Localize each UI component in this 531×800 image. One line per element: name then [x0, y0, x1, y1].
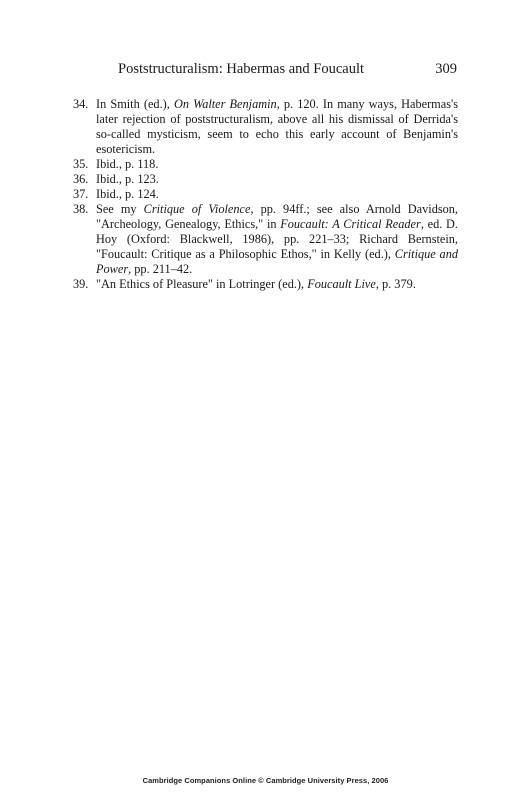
- running-head: [118, 61, 457, 78]
- endnote-title: Critique and Power: [96, 247, 458, 276]
- page-number: 309: [435, 61, 457, 77]
- endnote-text-run: , p. 120. In many ways, Habermas's later rejection of poststructuralism, above all his dismissal of Derrida's so-called mysticism, seem to echo this early account of Benjamin's esotericism.: [96, 97, 458, 156]
- endnote-title: On Walter Benjamin: [173, 97, 277, 111]
- endnote-text-run: "An Ethics of Pleasure" in Lotringer (ed.),: [96, 277, 308, 291]
- endnote-text-run: Ibid., p. 123.: [96, 172, 159, 186]
- endnote-text-run: , p. 379.: [375, 277, 416, 291]
- endnote-title: Foucault: A Critical Reader: [280, 217, 421, 231]
- endnotes-list: [73, 97, 458, 292]
- endnote-text: [96, 277, 458, 292]
- endnote-text-run: , ed. D. Hoy (Oxford: Blackwell, 1986), pp. 221–33; Richard Bernstein, "Foucault: Critique as a Philosophic Ethos," in Kelly (ed.),: [96, 217, 459, 261]
- endnote-text: [96, 97, 458, 157]
- running-title: Poststructuralism: Habermas and Foucault: [118, 61, 365, 77]
- endnote-title: Foucault Live: [307, 277, 376, 291]
- endnote-text-run: , pp. 211–42.: [128, 262, 193, 276]
- endnote-number: 39.: [73, 277, 89, 291]
- endnote-number: 38.: [73, 202, 89, 216]
- endnote: [73, 202, 458, 277]
- endnote: [73, 187, 458, 202]
- copyright-footer: Cambridge Companions Online © Cambridge University Press, 2006: [142, 776, 389, 785]
- endnote-text: [96, 202, 458, 277]
- endnote: [73, 277, 458, 292]
- endnote-text-run: , pp. 94ff.; see also Arnold Davidson, "Archeology, Genealogy, Ethics," in: [96, 202, 458, 231]
- endnote-number: 34.: [73, 97, 89, 111]
- endnote-text: [96, 157, 458, 172]
- endnote-text-run: Ibid., p. 118.: [96, 157, 159, 171]
- endnote: [73, 157, 458, 172]
- endnote: [73, 97, 458, 157]
- endnote-text: [96, 172, 458, 187]
- endnote-text: [96, 187, 458, 202]
- endnote-title: Critique of Violence: [143, 202, 251, 216]
- endnote-number: 35.: [73, 157, 89, 171]
- endnote-number: 37.: [73, 187, 89, 201]
- endnote: [73, 172, 458, 187]
- endnote-text-run: Ibid., p. 124.: [96, 187, 159, 201]
- endnote-number: 36.: [73, 172, 89, 186]
- endnote-text-run: See my: [96, 202, 144, 216]
- endnote-text-run: In Smith (ed.),: [96, 97, 174, 111]
